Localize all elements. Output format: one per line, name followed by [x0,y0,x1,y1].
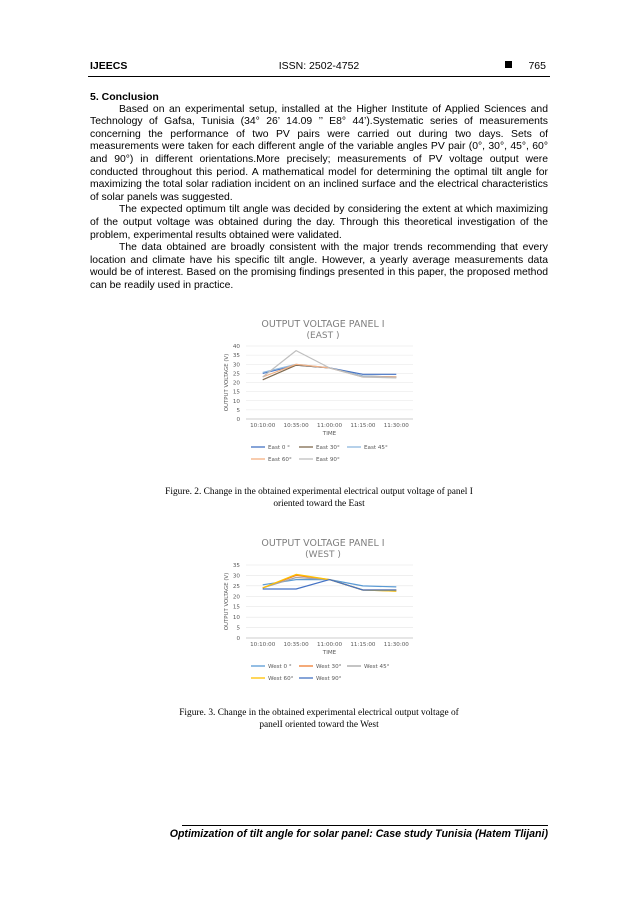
y-tick-label: 20 [232,594,240,601]
figure-2-caption [100,486,538,510]
y-tick-label: 40 [232,344,240,350]
legend-label: West 90° [316,676,342,682]
y-tick-label: 10 [232,398,240,405]
legend-label: East 60° [268,457,292,463]
figure-west-chart [213,530,421,692]
west-chart-svg [213,530,421,692]
y-tick-label: 0 [236,636,240,642]
y-axis-label: OUTPUT VOLTAGE (V) [224,353,230,412]
square-bullet-icon [505,61,512,68]
figure-3-caption [100,707,538,731]
caption-line: panelI oriented toward the West [259,720,379,730]
chart-subtitle: (WEST ) [305,550,341,560]
chart-title: OUTPUT VOLTAGE PANEL I [261,319,385,330]
x-tick-label: 10:10:00 [250,642,276,648]
y-tick-label: 35 [232,563,240,569]
page-number: 765 [528,60,546,72]
y-axis-label: OUTPUT VOLTAGE (V) [224,572,230,631]
issn: ISSN: 2502-4752 [278,60,360,72]
x-tick-label: 11:00:00 [316,642,343,648]
running-footer: Optimization of tilt angle for solar panel: Case study Tunisia (Hatem Tlijani) [169,828,548,840]
legend-label: East 0 ° [268,445,290,451]
caption-line: Figure. 2. Change in the obtained experimental electrical output voltage of panel I [165,487,473,497]
x-tick-label: 10:35:00 [283,642,309,648]
legend-label: West 45° [364,664,390,670]
y-tick-label: 25 [232,583,240,590]
y-tick-label: 0 [236,417,240,423]
paragraph: The expected optimum tilt angle was decided by considering the extent at which maximizing of the output voltage was obtained during the day. Through this theoretical investigation of the problem, experimental results obtained were validated. [90,204,548,241]
x-tick-label: 11:15:00 [350,423,376,429]
legend-label: East 45° [364,445,388,451]
x-tick-label: 11:00:00 [316,423,343,429]
paragraph: The data obtained are broadly consistent with the major trends recommending that every location and climate have his specific tilt angle. However, a yearly average measurements data would be of interest. Based on the promising findings presented in this paper, the proposed method can be readily used in practice. [90,242,548,291]
east-chart-svg [213,311,421,473]
x-tick-label: 10:10:00 [250,423,276,429]
footer-rule [182,825,548,826]
x-tick-label: 11:30:00 [383,642,409,648]
journal-name: IJEECS [90,60,128,72]
y-tick-label: 35 [232,353,240,360]
y-tick-label: 25 [232,371,240,378]
y-tick-label: 5 [236,407,240,414]
legend-label: West 0 ° [268,664,292,670]
y-tick-label: 5 [236,625,240,632]
figure-east-chart [213,311,421,473]
y-tick-label: 30 [232,362,240,369]
page-number-group [505,60,546,72]
conclusion-section [90,91,548,293]
y-tick-label: 20 [232,380,240,387]
y-tick-label: 15 [232,604,240,611]
paragraph: Based on an experimental setup, installed at the Higher Institute of Applied Sciences and Technology of Gafsa, Tunisia (34° 26’ 14.09 ’’ E8° 44’).Systematic series of measurements concerning the performance of two PV pairs were carried out during two days. Sets of measurements were taken for each different angle of the variable angles PV pair (0°, 30°, 45°, 60° and 90°) in different orientations.More precisely; measurements of PV voltage output were conducted throughout this period. A mathematical model for determining the optimal tilt angle for maximizing the total solar radiation incident on an inclined surface and the electrical characteristics of solar panels was suggested. [90,103,548,203]
caption-line: Figure. 3. Change in the obtained experimental electrical output voltage of [179,708,459,718]
x-axis-label: TIME [322,431,337,437]
legend-label: East 30° [316,445,340,451]
legend-label: West 30° [316,664,342,670]
legend-label: West 60° [268,676,294,682]
x-tick-label: 10:35:00 [283,423,309,429]
series-line [263,575,397,590]
y-tick-label: 15 [232,389,240,396]
running-header [88,60,550,77]
chart-subtitle: (EAST ) [306,331,340,341]
section-title: 5. Conclusion [90,91,159,103]
y-tick-label: 10 [232,615,240,622]
x-axis-label: TIME [322,650,337,656]
legend-label: East 90° [316,457,340,463]
y-tick-label: 30 [232,573,240,580]
caption-line: oriented toward the East [273,499,365,509]
x-tick-label: 11:30:00 [383,423,409,429]
x-tick-label: 11:15:00 [350,642,376,648]
chart-title: OUTPUT VOLTAGE PANEL I [261,538,385,549]
